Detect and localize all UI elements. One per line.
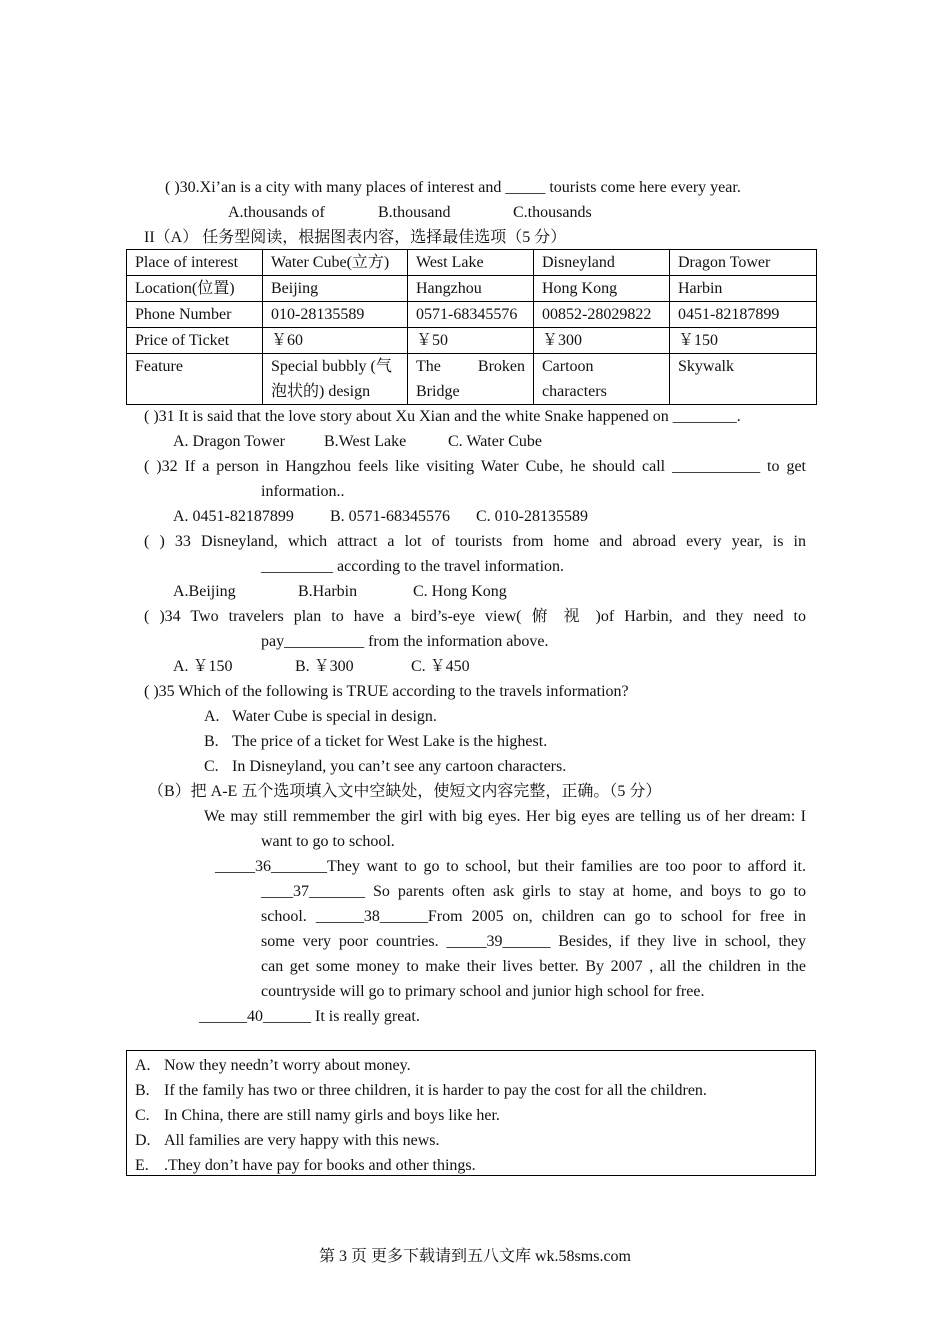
feature-west-lake-word2: Broken bbox=[477, 358, 525, 375]
q31-stem: ( )31 It is said that the love story about Xu Xian and the white Snake happened on ________. bbox=[144, 408, 741, 425]
q30-stem: ( )30.Xi’an is a city with many places of interest and _____ tourists come here every year. bbox=[165, 179, 741, 196]
q34-stem-line2: pay__________ from the information above. bbox=[261, 633, 549, 650]
choice-item bbox=[135, 1053, 411, 1078]
choice-text: Now they needn’t worry about money. bbox=[164, 1057, 411, 1074]
choice-key: D. bbox=[135, 1132, 151, 1149]
q30-option-b: B.thousand bbox=[378, 204, 451, 221]
table-cell: Beijing bbox=[263, 276, 408, 302]
q35-option-b-key: B. bbox=[204, 733, 219, 750]
table-cell: ￥300 bbox=[534, 328, 670, 354]
q32-option-c: C. 010-28135589 bbox=[476, 508, 588, 525]
q34-stem-line1: ( )34 Two travelers plan to have a bird’s-eye view( 俯 视 )of Harbin, and they need to bbox=[144, 608, 806, 625]
q31-option-c: C. Water Cube bbox=[448, 433, 542, 450]
choice-item bbox=[135, 1078, 707, 1103]
table-cell: Price of Ticket bbox=[127, 328, 263, 354]
choice-key: E. bbox=[135, 1157, 149, 1174]
choice-text: If the family has two or three children, it is harder to pay the cost for all the children. bbox=[164, 1082, 707, 1099]
q35-stem: ( )35 Which of the following is TRUE according to the travels information? bbox=[144, 683, 629, 700]
table-cell: ￥60 bbox=[263, 328, 408, 354]
feature-west-lake-word1: The bbox=[416, 358, 441, 375]
table-cell: 0451-82187899 bbox=[670, 302, 817, 328]
section-b-heading: （B）把 A-E 五个选项填入文中空缺处，使短文内容完整，正确。（5 分） bbox=[148, 783, 662, 800]
table-cell: Water Cube(立方) bbox=[263, 250, 408, 276]
table-row-feature bbox=[127, 354, 817, 405]
table-cell: Harbin bbox=[670, 276, 817, 302]
feature-west-lake-line2: Bridge bbox=[416, 383, 460, 400]
table-row bbox=[127, 276, 817, 302]
q35-option-a-text: Water Cube is special in design. bbox=[232, 708, 437, 725]
choice-key: C. bbox=[135, 1107, 150, 1124]
table-cell: 010-28135589 bbox=[263, 302, 408, 328]
table-cell: Hong Kong bbox=[534, 276, 670, 302]
choice-text: In China, there are still namy girls and boys like her. bbox=[164, 1107, 500, 1124]
table-cell: 00852-28029822 bbox=[534, 302, 670, 328]
q31-option-b: B.West Lake bbox=[324, 433, 407, 450]
feature-west-lake-line1 bbox=[416, 354, 525, 379]
feature-water-cube-line2: 泡状的) design bbox=[271, 383, 371, 400]
table-cell: Feature bbox=[127, 354, 263, 405]
passage-line: want to go to school. bbox=[261, 833, 395, 850]
passage-line: ______40______ It is really great. bbox=[199, 1008, 420, 1025]
section-a-heading: II（A） 任务型阅读，根据图表内容，选择最佳选项（5 分） bbox=[144, 229, 567, 246]
q34-option-a: A. ￥150 bbox=[173, 658, 233, 675]
choice-text: .They don’t have pay for books and other things. bbox=[164, 1157, 476, 1174]
q34-option-c: C. ￥450 bbox=[411, 658, 470, 675]
choice-item bbox=[135, 1103, 500, 1128]
feature-disney-line2: characters bbox=[542, 383, 607, 400]
table-cell: Dragon Tower bbox=[670, 250, 817, 276]
table-row bbox=[127, 250, 817, 276]
passage-line: We may still remmember the girl with big eyes. Her big eyes are telling us of her dream: I bbox=[204, 808, 806, 825]
q32-option-b: B. 0571-68345576 bbox=[330, 508, 450, 525]
q32-option-a: A. 0451-82187899 bbox=[173, 508, 294, 525]
passage-line: _____36_______They want to go to school, but their families are too poor to afford it. bbox=[215, 858, 806, 875]
q35-option-c-text: In Disneyland, you can’t see any cartoon characters. bbox=[232, 758, 567, 775]
passage-line: can get some money to make their lives better. By 2007 , all the children in the bbox=[261, 958, 806, 975]
q30-option-c: C.thousands bbox=[513, 204, 592, 221]
q34-option-b: B. ￥300 bbox=[295, 658, 354, 675]
choice-key: A. bbox=[135, 1057, 151, 1074]
table-cell: Skywalk bbox=[670, 354, 817, 405]
q32-stem-line1: ( )32 If a person in Hangzhou feels like visiting Water Cube, he should call ___________ to get bbox=[144, 458, 806, 475]
table-cell: ￥50 bbox=[408, 328, 534, 354]
choice-item bbox=[135, 1153, 476, 1178]
passage-line: countryside will go to primary school and junior high school for free. bbox=[261, 983, 705, 1000]
table-cell bbox=[534, 354, 670, 405]
table-cell bbox=[263, 354, 408, 405]
q33-option-b: B.Harbin bbox=[298, 583, 358, 600]
choices-box bbox=[126, 1050, 816, 1176]
feature-disney-line1: Cartoon bbox=[542, 358, 594, 375]
passage-line: school. ______38______From 2005 on, children can go to school for free in bbox=[261, 908, 806, 925]
q35-option-c-key: C. bbox=[204, 758, 219, 775]
table-cell: Phone Number bbox=[127, 302, 263, 328]
passage-line: some very poor countries. _____39______ Besides, if they live in school, they bbox=[261, 933, 806, 950]
attractions-table bbox=[126, 249, 817, 405]
q30-option-a: A.thousands of bbox=[228, 204, 325, 221]
table-cell: Disneyland bbox=[534, 250, 670, 276]
q33-option-c: C. Hong Kong bbox=[413, 583, 507, 600]
q32-stem-line2: information.. bbox=[261, 483, 345, 500]
table-row bbox=[127, 302, 817, 328]
table-cell: West Lake bbox=[408, 250, 534, 276]
q35-option-a-key: A. bbox=[204, 708, 220, 725]
table-cell: ￥150 bbox=[670, 328, 817, 354]
table-cell: Hangzhou bbox=[408, 276, 534, 302]
q33-option-a: A.Beijing bbox=[173, 583, 236, 600]
q31-option-a: A. Dragon Tower bbox=[173, 433, 285, 450]
choice-item bbox=[135, 1128, 440, 1153]
table-row bbox=[127, 328, 817, 354]
choice-text: All families are very happy with this news. bbox=[164, 1132, 440, 1149]
q33-stem-line1: ( ) 33 Disneyland, which attract a lot of tourists from home and abroad every year, is in bbox=[144, 533, 806, 550]
q35-option-b-text: The price of a ticket for West Lake is the highest. bbox=[232, 733, 548, 750]
table-cell: Location(位置) bbox=[127, 276, 263, 302]
page-footer: 第 3 页 更多下载请到五八文库 wk.58sms.com bbox=[318, 1248, 631, 1265]
table-cell bbox=[408, 354, 534, 405]
table-cell: 0571-68345576 bbox=[408, 302, 534, 328]
q33-stem-line2: _________ according to the travel information. bbox=[261, 558, 565, 575]
feature-water-cube-line1: Special bubbly (气 bbox=[271, 358, 392, 375]
passage-line: ____37_______ So parents often ask girls to stay at home, and boys to go to bbox=[261, 883, 806, 900]
choice-key: B. bbox=[135, 1082, 150, 1099]
table-cell: Place of interest bbox=[127, 250, 263, 276]
